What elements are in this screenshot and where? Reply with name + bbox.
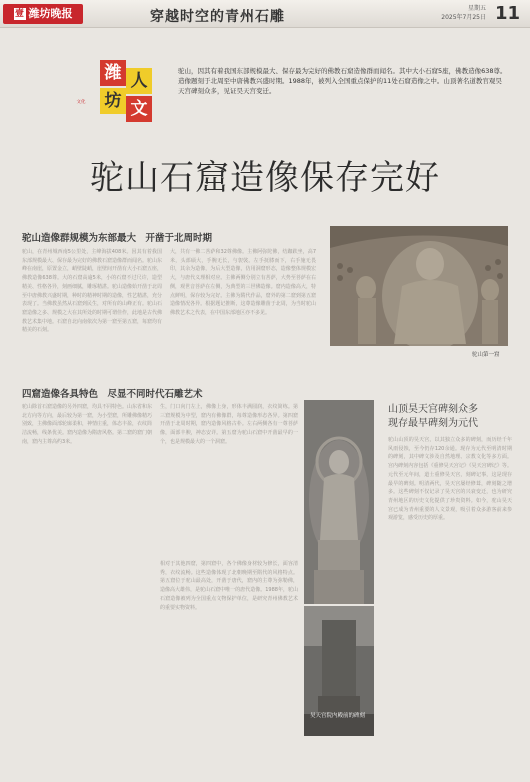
badge-char-4: 文 — [126, 96, 152, 122]
section2-column-b: 生，门口向门左上，佛像上身，形体丰满圆润，衣纹简练。第三窟规模为中型，窟内有佛像群，每尊造像形态各异。第四窟开凿于北周时期，窟内造像风格古朴。左右两侧各有一尊菩萨像，面部丰腴，神态安详。第五窟为驼山石窟中开凿最早的一个，也是规模最大的一个洞窟。 — [160, 404, 298, 445]
section1-column-a: 驼山，在青州城西南5公里处，主峰海拔408米。因其有着我国东部规模最大、保存最为完好的佛教石窟造像群而闻名。驼山东峰在南崖，原置金立，峭壁陡峭，崖壁间开凿有大小石窟五座，佛教造像638尊。大的石窟高逾5米，小的石窟不过尺许，造型精美、性格各异，刻画细腻，雕琢精湛。驼山造像始开凿于北周至中唐佛教兴盛时期，种时的精神时期的造像，性艺精湛，充分表现了。当佛教虽然从石窟到民生，对所有的山峰正有。驼山石窟造像之多、规模之大在其所处的时期可谓佳作，此地是古代佛教艺术集中地。石窟自北向南依次为第一窟至第五窟，每窟均有精美的石刻。 — [22, 249, 162, 334]
section2-column-c: 相对于其他四窟，第四窟中，各个佛像身材较为修长，面容清秀，衣纹流畅。这些造像体现了北朝晚期至隋代的风格特点。第五窟位于驼山最高处，开凿于唐代，窟内的主尊为弥勒佛，造像高大雄伟，是驼山石窟中唯一的唐代造像。1988年，驼山石窟造像被列为全国重点文物保护单位，是研究青州佛教艺术的重要实物资料。 — [160, 561, 298, 611]
weekday: 星期五 — [467, 5, 486, 12]
section1-subtitle: 驼山造像群规模为东部最大 开凿于北周时期 — [22, 233, 213, 244]
headline: 驼山石窟造像保存完好 — [90, 158, 440, 198]
page-number: 11 — [494, 3, 520, 24]
sidebar-title-line-1: 山顶昊天宫碑刻众多 — [388, 404, 478, 415]
column-badge — [100, 60, 150, 124]
section2-column-a: 驼山除首石窟造像的另外四窟，均具不同特色。山东省和东北方向等方向，最后较为第一窟，为小型窟，所雕佛像精巧别致，主佛像面部轮廓柔和，神情庄重，体态丰盈，衣纹简洁流畅，线条优美。窟内造像为隋唐风格。第二窟的窟门朝南，窟内主尊高约3米。 — [22, 404, 152, 445]
badge-char-1: 潍 — [100, 60, 126, 86]
date: 2025年7月25日 — [441, 14, 486, 21]
cave-photo-1 — [330, 226, 508, 346]
logo-mark: 壹 — [14, 9, 24, 19]
masthead — [0, 0, 530, 28]
badge-char-3: 坊 — [100, 88, 126, 114]
sidebar-title-line-2: 现存最早碑刻为元代 — [388, 418, 478, 429]
section2-subtitle: 四窟造像各具特色 尽显不同时代石雕艺术 — [22, 389, 203, 400]
logo-text: 潍坊晚报 — [28, 7, 73, 20]
section1-column-b: 大，共有一佛二菩萨和32尊佛像。主佛阿弥陀佛，结跏趺坐，高7米，头部硕大，手腕无长，与袈裟。左手抚膝而下，右手施无畏印，其余为造像，为后大型造像，仿用洞窟形态，造像整体规模宏大，与唐代义理相对应。主佛两侧分别立有菩萨，大势至菩萨在右侧，观世音菩萨在左侧，为典型的三世佛造像。窟内造像高大，特点鲜明，保存较为完好。主佛为隋代作品，窟外的第二窟到第五窟造像情况各异。根据题记推断，这尊造像雕凿于北周，为当时驼山佛教艺术之代表，在中国东部地区亦不多见。 — [170, 249, 316, 316]
intro-paragraph: 驼山，因其有着我国东部规模最大、保存最为完好的佛教石窟造像群而闻名。其中大小石窟5座，佛教造像638尊。造像题刻于北周至中唐佛教兴盛时期。1988年，被列入全国重点保护的11处石窟造像之中。山顶著名道教官观昊天宫碑刻众多，见证昊天宫变迁。 — [178, 67, 507, 95]
photo1-caption: 驼山第一窟 — [472, 352, 500, 358]
column-title: 穿越时空的青州石雕 — [150, 9, 285, 25]
cave-photo-1-art — [330, 226, 508, 346]
issue-date — [441, 4, 486, 22]
statue-photo-art — [304, 400, 374, 604]
photo3-caption: 昊天宫院内殿前的碑刻 — [310, 713, 366, 719]
badge-char-2: 人 — [126, 68, 152, 94]
sidebar-body: 驼山山顶的昊天宫，以其独立众多的碑刻，而历经千年风雨侵蚀，至今仍存120余通。现存为元代至明清时期的碑刻，其中碑文涉及自然地理、宗教文化等多方面。宫内碑刻内容包括《重修昊天宫记》《昊天宫碑记》等。元代至元年间，道士重修昊天宫，刻碑记事，这是现存最早的碑刻。明清两代，昊天宫屡经修葺，碑刻随之增多。这些碑刻不仅记录了昊天宫的兴衰变迁，也为研究青州地区的历史文化提供了珍贵资料。如今，驼山昊天宫已成为青州重要的人文景观，吸引着众多游客前来参观游览，感受历史的厚重。 — [388, 437, 512, 522]
statue-photo — [304, 400, 374, 604]
badge-tag: 文化 — [76, 100, 86, 105]
sidebar-title — [388, 403, 478, 431]
newspaper-logo — [3, 4, 83, 24]
